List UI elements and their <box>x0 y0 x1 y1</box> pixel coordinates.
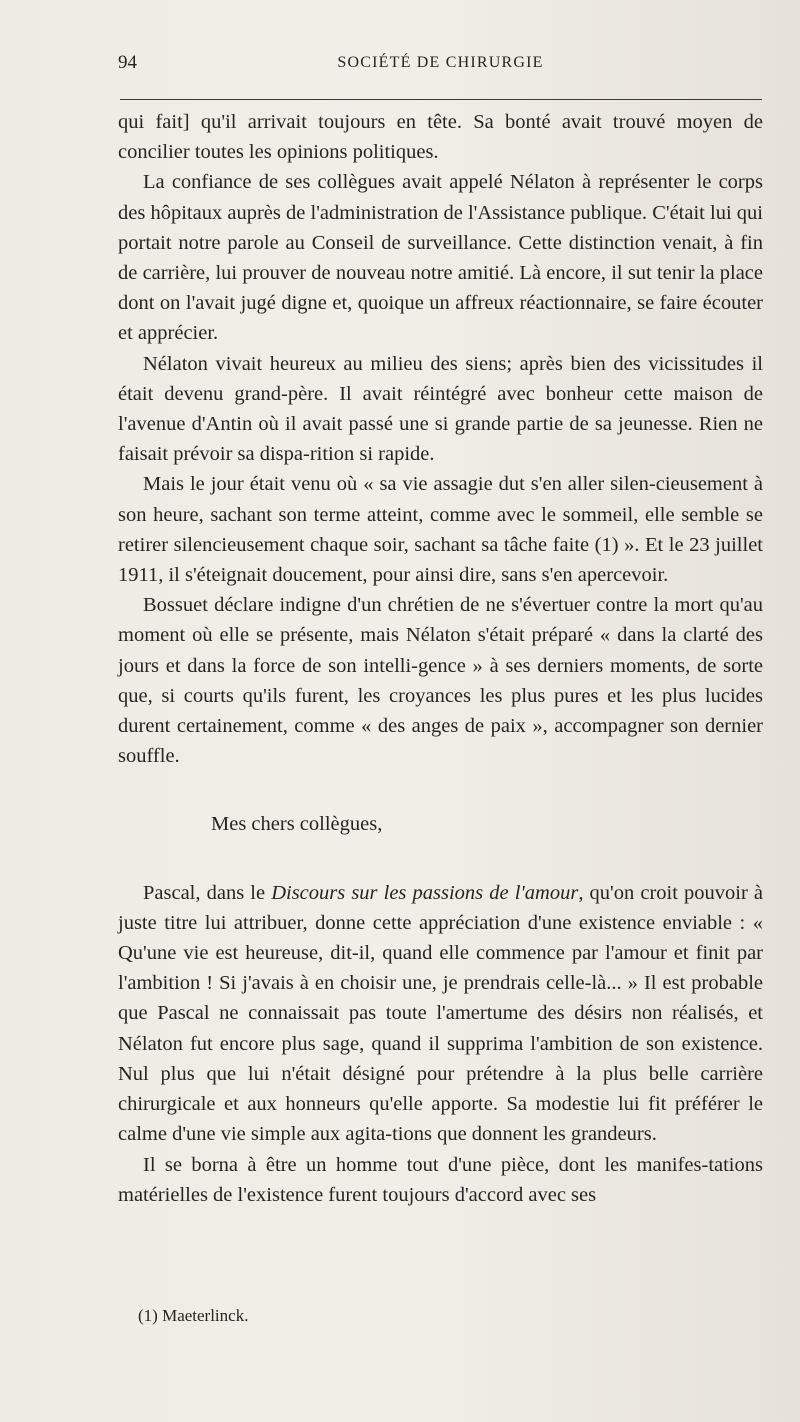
running-title: SOCIÉTÉ DE CHIRURGIE <box>337 54 544 71</box>
paragraph-bossuet: Bossuet déclare indigne d'un chrétien de ne s'évertuer contre la mort qu'au moment où elle se présente, mais Nélaton s'était préparé « dans la clarté des jours et dans la force de son intelli-gence » à ses derniers moments, de sorte que, si courts qu'ils furent, les croyances les plus pures et les plus lucides durent certainement, comme « des anges de paix », accompagner son dernier souffle. <box>118 594 763 768</box>
book-title-italic: Discours sur les passions de l'amour <box>271 881 579 904</box>
page-header <box>118 52 763 82</box>
header-rule <box>120 99 762 100</box>
pascal-text-before: Pascal, dans le <box>143 881 272 904</box>
paragraph-jour: Mais le jour était venu où « sa vie assagie dut s'en aller silen-cieusement à son heure, sachant son terme atteint, comme avec le sommeil, elle semble se retirer silencieusement chaque soir, sachant sa tâche faite (1) ». Et le 23 juillet 1911, il s'éteignait doucement, pour ainsi dire, sans s'en apercevoir. <box>118 473 763 587</box>
paragraph-pascal <box>118 878 763 1150</box>
salutation: Mes chers collègues, <box>211 813 383 836</box>
paragraph-borna: Il se borna à être un homme tout d'une pièce, dont les manifes-tations matérielles de l'existence furent toujours d'accord avec ses <box>118 1153 763 1206</box>
paragraph-vivait: Nélaton vivait heureux au milieu des siens; après bien des vicissitudes il était devenu grand-père. Il avait réintégré avec bonheur cette maison de l'avenue d'Antin où il avait passé une si grande partie de sa jeunesse. Rien ne faisait prévoir sa dispa-rition si rapide. <box>118 352 763 466</box>
body-text <box>118 107 763 1210</box>
page-number: 94 <box>118 52 137 73</box>
paragraph-continuation: qui fait] qu'il arrivait toujours en tête. Sa bonté avait trouvé moyen de concilier toutes les opinions politiques. <box>118 111 763 164</box>
footnote: (1) Maeterlinck. <box>138 1306 249 1325</box>
pascal-text-after: , qu'on croit pouvoir à juste titre lui attribuer, donne cette appréciation d'une existence enviable : « Qu'une vie est heureuse, dit-il, quand elle commence par l'amour et finit par l'ambition ! Si j'avais à en choisir une, je prendrais celle-là... » Il est probable que Pascal ne connaissait pas toute l'amertume des désirs non réalisés, et Nélaton fut encore plus sage, quand il supprima l'ambition de son existence. Nul plus que lui n'était désigné pour prétendre à la plus belle carrière chirurgicale et aux honneurs qu'elle apporte. Sa modestie lui fit préférer le calme d'une vie simple aux agita-tions que donnent les grandeurs. <box>118 881 763 1146</box>
paragraph-confiance: La confiance de ses collègues avait appelé Nélaton à représenter le corps des hôpitaux auprès de l'administration de l'Assistance publique. C'était lui qui portait notre parole au Conseil de surveillance. Cette distinction venait, à fin de carrière, lui prouver de nouveau notre amitié. Là encore, il sut tenir la place dont on l'avait jugé digne et, quoique un affreux réactionnaire, se faire écouter et apprécier. <box>118 171 763 345</box>
